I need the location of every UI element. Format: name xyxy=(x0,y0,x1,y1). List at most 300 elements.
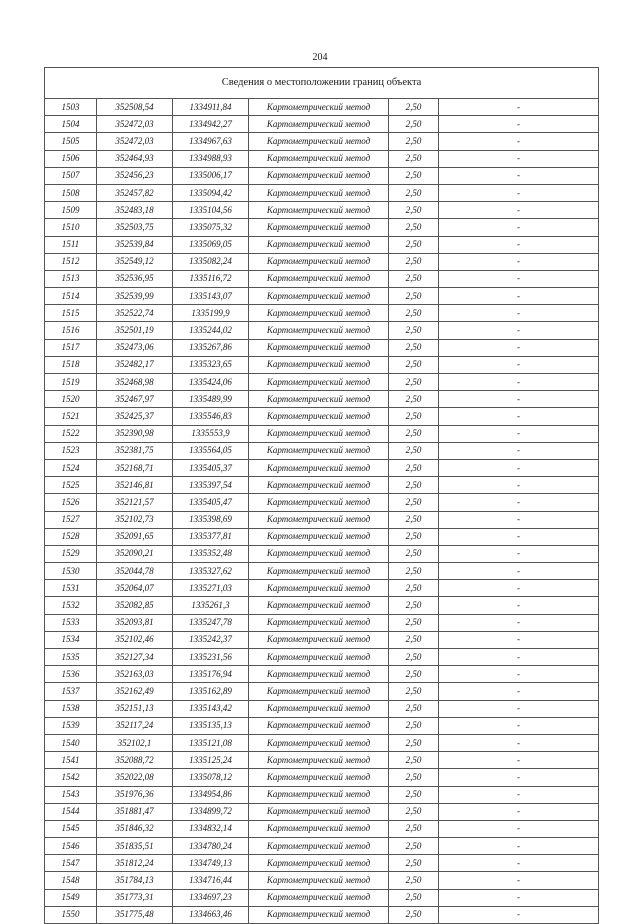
x-coordinate-cell: 352146,81 xyxy=(97,477,173,494)
method-cell: Картометрический метод xyxy=(249,494,389,511)
x-coordinate-cell: 351784,13 xyxy=(97,872,173,889)
precision-cell: 2,50 xyxy=(389,700,439,717)
point-number-cell: 1541 xyxy=(45,752,97,769)
extra-cell: - xyxy=(439,236,599,253)
method-cell: Картометрический метод xyxy=(249,786,389,803)
x-coordinate-cell: 352117,24 xyxy=(97,717,173,734)
y-coordinate-cell: 1335327,62 xyxy=(173,563,249,580)
x-coordinate-cell: 352457,82 xyxy=(97,184,173,201)
point-number-cell: 1527 xyxy=(45,511,97,528)
extra-cell: - xyxy=(439,838,599,855)
extra-cell: - xyxy=(439,408,599,425)
point-number-cell: 1525 xyxy=(45,477,97,494)
precision-cell: 2,50 xyxy=(389,563,439,580)
method-cell: Картометрический метод xyxy=(249,477,389,494)
extra-cell: - xyxy=(439,322,599,339)
y-coordinate-cell: 1335094,42 xyxy=(173,184,249,201)
y-coordinate-cell: 1335489,99 xyxy=(173,391,249,408)
x-coordinate-cell: 352381,75 xyxy=(97,442,173,459)
page-number: 204 xyxy=(312,52,328,63)
y-coordinate-cell: 1335564,05 xyxy=(173,442,249,459)
y-coordinate-cell: 1334942,27 xyxy=(173,116,249,133)
y-coordinate-cell: 1334780,24 xyxy=(173,838,249,855)
method-cell: Картометрический метод xyxy=(249,511,389,528)
point-number-cell: 1533 xyxy=(45,614,97,631)
y-coordinate-cell: 1335162,89 xyxy=(173,683,249,700)
precision-cell: 2,50 xyxy=(389,820,439,837)
y-coordinate-cell: 1334988,93 xyxy=(173,150,249,167)
method-cell: Картометрический метод xyxy=(249,734,389,751)
precision-cell: 2,50 xyxy=(389,786,439,803)
precision-cell: 2,50 xyxy=(389,356,439,373)
precision-cell: 2,50 xyxy=(389,752,439,769)
point-number-cell: 1521 xyxy=(45,408,97,425)
table-row xyxy=(45,356,599,373)
x-coordinate-cell: 352456,23 xyxy=(97,167,173,184)
method-cell: Картометрический метод xyxy=(249,356,389,373)
method-cell: Картометрический метод xyxy=(249,133,389,150)
method-cell: Картометрический метод xyxy=(249,752,389,769)
x-coordinate-cell: 352508,54 xyxy=(97,99,173,116)
method-cell: Картометрический метод xyxy=(249,872,389,889)
extra-cell: - xyxy=(439,270,599,287)
method-cell: Картометрический метод xyxy=(249,288,389,305)
point-number-cell: 1547 xyxy=(45,855,97,872)
extra-cell: - xyxy=(439,631,599,648)
x-coordinate-cell: 352501,19 xyxy=(97,322,173,339)
method-cell: Картометрический метод xyxy=(249,374,389,391)
method-cell: Картометрический метод xyxy=(249,614,389,631)
extra-cell: - xyxy=(439,219,599,236)
table-row xyxy=(45,116,599,133)
extra-cell: - xyxy=(439,425,599,442)
extra-cell: - xyxy=(439,184,599,201)
table-row xyxy=(45,305,599,322)
method-cell: Картометрический метод xyxy=(249,717,389,734)
precision-cell: 2,50 xyxy=(389,803,439,820)
x-coordinate-cell: 352472,03 xyxy=(97,116,173,133)
y-coordinate-cell: 1335116,72 xyxy=(173,270,249,287)
y-coordinate-cell: 1335267,86 xyxy=(173,339,249,356)
y-coordinate-cell: 1334911,84 xyxy=(173,99,249,116)
extra-cell: - xyxy=(439,906,599,923)
y-coordinate-cell: 1334749,13 xyxy=(173,855,249,872)
precision-cell: 2,50 xyxy=(389,425,439,442)
precision-cell: 2,50 xyxy=(389,906,439,923)
boundary-table-sheet xyxy=(44,67,598,924)
x-coordinate-cell: 352390,98 xyxy=(97,425,173,442)
table-row xyxy=(45,150,599,167)
table-row xyxy=(45,563,599,580)
x-coordinate-cell: 352163,03 xyxy=(97,666,173,683)
y-coordinate-cell: 1334697,23 xyxy=(173,889,249,906)
precision-cell: 2,50 xyxy=(389,683,439,700)
table-row xyxy=(45,528,599,545)
extra-cell: - xyxy=(439,99,599,116)
y-coordinate-cell: 1335546,83 xyxy=(173,408,249,425)
y-coordinate-cell: 1335397,54 xyxy=(173,477,249,494)
y-coordinate-cell: 1335242,37 xyxy=(173,631,249,648)
precision-cell: 2,50 xyxy=(389,305,439,322)
method-cell: Картометрический метод xyxy=(249,270,389,287)
extra-cell: - xyxy=(439,288,599,305)
point-number-cell: 1511 xyxy=(45,236,97,253)
point-number-cell: 1535 xyxy=(45,649,97,666)
extra-cell: - xyxy=(439,803,599,820)
point-number-cell: 1526 xyxy=(45,494,97,511)
extra-cell: - xyxy=(439,442,599,459)
y-coordinate-cell: 1335377,81 xyxy=(173,528,249,545)
table-row xyxy=(45,597,599,614)
method-cell: Картометрический метод xyxy=(249,820,389,837)
table-row xyxy=(45,477,599,494)
table-row xyxy=(45,99,599,116)
method-cell: Картометрический метод xyxy=(249,408,389,425)
extra-cell: - xyxy=(439,717,599,734)
point-number-cell: 1507 xyxy=(45,167,97,184)
point-number-cell: 1509 xyxy=(45,202,97,219)
extra-cell: - xyxy=(439,597,599,614)
y-coordinate-cell: 1334954,86 xyxy=(173,786,249,803)
extra-cell: - xyxy=(439,391,599,408)
method-cell: Картометрический метод xyxy=(249,219,389,236)
point-number-cell: 1519 xyxy=(45,374,97,391)
precision-cell: 2,50 xyxy=(389,889,439,906)
method-cell: Картометрический метод xyxy=(249,889,389,906)
precision-cell: 2,50 xyxy=(389,116,439,133)
y-coordinate-cell: 1335143,42 xyxy=(173,700,249,717)
y-coordinate-cell: 1335405,37 xyxy=(173,459,249,476)
point-number-cell: 1531 xyxy=(45,580,97,597)
x-coordinate-cell: 352539,84 xyxy=(97,236,173,253)
y-coordinate-cell: 1335176,94 xyxy=(173,666,249,683)
point-number-cell: 1510 xyxy=(45,219,97,236)
precision-cell: 2,50 xyxy=(389,734,439,751)
point-number-cell: 1513 xyxy=(45,270,97,287)
table-row xyxy=(45,322,599,339)
table-row xyxy=(45,803,599,820)
x-coordinate-cell: 352044,78 xyxy=(97,563,173,580)
x-coordinate-cell: 352093,81 xyxy=(97,614,173,631)
extra-cell: - xyxy=(439,133,599,150)
x-coordinate-cell: 352522,74 xyxy=(97,305,173,322)
extra-cell: - xyxy=(439,889,599,906)
y-coordinate-cell: 1335125,24 xyxy=(173,752,249,769)
method-cell: Картометрический метод xyxy=(249,838,389,855)
table-row xyxy=(45,838,599,855)
table-row xyxy=(45,236,599,253)
y-coordinate-cell: 1335398,69 xyxy=(173,511,249,528)
y-coordinate-cell: 1334899,72 xyxy=(173,803,249,820)
table-row xyxy=(45,752,599,769)
x-coordinate-cell: 352536,95 xyxy=(97,270,173,287)
extra-cell: - xyxy=(439,769,599,786)
y-coordinate-cell: 1335143,07 xyxy=(173,288,249,305)
table-row xyxy=(45,253,599,270)
extra-cell: - xyxy=(439,649,599,666)
extra-cell: - xyxy=(439,339,599,356)
x-coordinate-cell: 352088,72 xyxy=(97,752,173,769)
x-coordinate-cell: 352022,08 xyxy=(97,769,173,786)
precision-cell: 2,50 xyxy=(389,597,439,614)
y-coordinate-cell: 1335075,32 xyxy=(173,219,249,236)
table-row xyxy=(45,717,599,734)
precision-cell: 2,50 xyxy=(389,838,439,855)
table-row xyxy=(45,545,599,562)
point-number-cell: 1512 xyxy=(45,253,97,270)
precision-cell: 2,50 xyxy=(389,202,439,219)
y-coordinate-cell: 1335121,08 xyxy=(173,734,249,751)
precision-cell: 2,50 xyxy=(389,666,439,683)
table-row xyxy=(45,339,599,356)
x-coordinate-cell: 352468,98 xyxy=(97,374,173,391)
point-number-cell: 1537 xyxy=(45,683,97,700)
point-number-cell: 1515 xyxy=(45,305,97,322)
method-cell: Картометрический метод xyxy=(249,683,389,700)
y-coordinate-cell: 1334663,46 xyxy=(173,906,249,923)
method-cell: Картометрический метод xyxy=(249,700,389,717)
x-coordinate-cell: 351835,51 xyxy=(97,838,173,855)
method-cell: Картометрический метод xyxy=(249,666,389,683)
precision-cell: 2,50 xyxy=(389,769,439,786)
method-cell: Картометрический метод xyxy=(249,236,389,253)
x-coordinate-cell: 351812,24 xyxy=(97,855,173,872)
table-title: Сведения о местоположении границ объекта xyxy=(45,68,599,99)
y-coordinate-cell: 1335352,48 xyxy=(173,545,249,562)
precision-cell: 2,50 xyxy=(389,631,439,648)
x-coordinate-cell: 352483,18 xyxy=(97,202,173,219)
point-number-cell: 1549 xyxy=(45,889,97,906)
method-cell: Картометрический метод xyxy=(249,631,389,648)
extra-cell: - xyxy=(439,167,599,184)
table-row xyxy=(45,769,599,786)
x-coordinate-cell: 352425,37 xyxy=(97,408,173,425)
precision-cell: 2,50 xyxy=(389,580,439,597)
extra-cell: - xyxy=(439,614,599,631)
precision-cell: 2,50 xyxy=(389,253,439,270)
y-coordinate-cell: 1335135,13 xyxy=(173,717,249,734)
point-number-cell: 1534 xyxy=(45,631,97,648)
method-cell: Картометрический метод xyxy=(249,459,389,476)
table-row xyxy=(45,906,599,923)
extra-cell: - xyxy=(439,580,599,597)
x-coordinate-cell: 352549,12 xyxy=(97,253,173,270)
table-row xyxy=(45,700,599,717)
precision-cell: 2,50 xyxy=(389,133,439,150)
table-row xyxy=(45,734,599,751)
point-number-cell: 1516 xyxy=(45,322,97,339)
table-row xyxy=(45,683,599,700)
table-row xyxy=(45,391,599,408)
point-number-cell: 1543 xyxy=(45,786,97,803)
method-cell: Картометрический метод xyxy=(249,649,389,666)
table-row xyxy=(45,666,599,683)
precision-cell: 2,50 xyxy=(389,528,439,545)
method-cell: Картометрический метод xyxy=(249,906,389,923)
extra-cell: - xyxy=(439,202,599,219)
extra-cell: - xyxy=(439,356,599,373)
extra-cell: - xyxy=(439,116,599,133)
extra-cell: - xyxy=(439,477,599,494)
x-coordinate-cell: 351846,32 xyxy=(97,820,173,837)
y-coordinate-cell: 1335271,03 xyxy=(173,580,249,597)
x-coordinate-cell: 352064,07 xyxy=(97,580,173,597)
boundary-table xyxy=(44,67,599,924)
precision-cell: 2,50 xyxy=(389,150,439,167)
x-coordinate-cell: 352091,65 xyxy=(97,528,173,545)
precision-cell: 2,50 xyxy=(389,442,439,459)
x-coordinate-cell: 352102,73 xyxy=(97,511,173,528)
point-number-cell: 1520 xyxy=(45,391,97,408)
table-row xyxy=(45,889,599,906)
method-cell: Картометрический метод xyxy=(249,305,389,322)
table-row xyxy=(45,184,599,201)
extra-cell: - xyxy=(439,511,599,528)
x-coordinate-cell: 351881,47 xyxy=(97,803,173,820)
y-coordinate-cell: 1335261,3 xyxy=(173,597,249,614)
precision-cell: 2,50 xyxy=(389,614,439,631)
table-row xyxy=(45,494,599,511)
x-coordinate-cell: 352102,46 xyxy=(97,631,173,648)
x-coordinate-cell: 352482,17 xyxy=(97,356,173,373)
precision-cell: 2,50 xyxy=(389,872,439,889)
method-cell: Картометрический метод xyxy=(249,339,389,356)
table-row xyxy=(45,408,599,425)
point-number-cell: 1517 xyxy=(45,339,97,356)
method-cell: Картометрический метод xyxy=(249,322,389,339)
table-row xyxy=(45,459,599,476)
y-coordinate-cell: 1335231,56 xyxy=(173,649,249,666)
extra-cell: - xyxy=(439,820,599,837)
method-cell: Картометрический метод xyxy=(249,99,389,116)
boundary-table-body xyxy=(45,68,599,924)
x-coordinate-cell: 352467,97 xyxy=(97,391,173,408)
x-coordinate-cell: 352539,99 xyxy=(97,288,173,305)
precision-cell: 2,50 xyxy=(389,184,439,201)
method-cell: Картометрический метод xyxy=(249,167,389,184)
table-row xyxy=(45,167,599,184)
table-row xyxy=(45,820,599,837)
extra-cell: - xyxy=(439,528,599,545)
extra-cell: - xyxy=(439,872,599,889)
method-cell: Картометрический метод xyxy=(249,391,389,408)
extra-cell: - xyxy=(439,563,599,580)
y-coordinate-cell: 1335247,78 xyxy=(173,614,249,631)
precision-cell: 2,50 xyxy=(389,717,439,734)
precision-cell: 2,50 xyxy=(389,374,439,391)
extra-cell: - xyxy=(439,786,599,803)
method-cell: Картометрический метод xyxy=(249,528,389,545)
table-row xyxy=(45,202,599,219)
x-coordinate-cell: 352121,57 xyxy=(97,494,173,511)
table-row xyxy=(45,614,599,631)
method-cell: Картометрический метод xyxy=(249,769,389,786)
table-row xyxy=(45,270,599,287)
y-coordinate-cell: 1335104,56 xyxy=(173,202,249,219)
extra-cell: - xyxy=(439,683,599,700)
table-row xyxy=(45,649,599,666)
point-number-cell: 1550 xyxy=(45,906,97,923)
precision-cell: 2,50 xyxy=(389,167,439,184)
precision-cell: 2,50 xyxy=(389,219,439,236)
precision-cell: 2,50 xyxy=(389,288,439,305)
method-cell: Картометрический метод xyxy=(249,442,389,459)
point-number-cell: 1504 xyxy=(45,116,97,133)
method-cell: Картометрический метод xyxy=(249,150,389,167)
point-number-cell: 1532 xyxy=(45,597,97,614)
extra-cell: - xyxy=(439,305,599,322)
y-coordinate-cell: 1335006,17 xyxy=(173,167,249,184)
table-row xyxy=(45,425,599,442)
method-cell: Картометрический метод xyxy=(249,184,389,201)
extra-cell: - xyxy=(439,752,599,769)
point-number-cell: 1506 xyxy=(45,150,97,167)
point-number-cell: 1514 xyxy=(45,288,97,305)
extra-cell: - xyxy=(439,545,599,562)
extra-cell: - xyxy=(439,253,599,270)
table-row xyxy=(45,219,599,236)
point-number-cell: 1503 xyxy=(45,99,97,116)
y-coordinate-cell: 1335553,9 xyxy=(173,425,249,442)
table-row xyxy=(45,511,599,528)
y-coordinate-cell: 1335199,9 xyxy=(173,305,249,322)
y-coordinate-cell: 1334967,63 xyxy=(173,133,249,150)
extra-cell: - xyxy=(439,459,599,476)
table-row xyxy=(45,855,599,872)
method-cell: Картометрический метод xyxy=(249,803,389,820)
precision-cell: 2,50 xyxy=(389,236,439,253)
x-coordinate-cell: 352168,71 xyxy=(97,459,173,476)
method-cell: Картометрический метод xyxy=(249,253,389,270)
table-row xyxy=(45,580,599,597)
precision-cell: 2,50 xyxy=(389,339,439,356)
x-coordinate-cell: 352503,75 xyxy=(97,219,173,236)
precision-cell: 2,50 xyxy=(389,477,439,494)
point-number-cell: 1536 xyxy=(45,666,97,683)
table-row xyxy=(45,374,599,391)
y-coordinate-cell: 1335424,06 xyxy=(173,374,249,391)
extra-cell: - xyxy=(439,734,599,751)
x-coordinate-cell: 352127,34 xyxy=(97,649,173,666)
point-number-cell: 1545 xyxy=(45,820,97,837)
x-coordinate-cell: 351775,48 xyxy=(97,906,173,923)
point-number-cell: 1548 xyxy=(45,872,97,889)
precision-cell: 2,50 xyxy=(389,545,439,562)
point-number-cell: 1540 xyxy=(45,734,97,751)
point-number-cell: 1522 xyxy=(45,425,97,442)
x-coordinate-cell: 352082,85 xyxy=(97,597,173,614)
point-number-cell: 1508 xyxy=(45,184,97,201)
y-coordinate-cell: 1335069,05 xyxy=(173,236,249,253)
y-coordinate-cell: 1335078,12 xyxy=(173,769,249,786)
precision-cell: 2,50 xyxy=(389,391,439,408)
method-cell: Картометрический метод xyxy=(249,425,389,442)
precision-cell: 2,50 xyxy=(389,322,439,339)
extra-cell: - xyxy=(439,374,599,391)
y-coordinate-cell: 1335405,47 xyxy=(173,494,249,511)
table-title-row xyxy=(45,68,599,99)
table-row xyxy=(45,872,599,889)
x-coordinate-cell: 352472,03 xyxy=(97,133,173,150)
y-coordinate-cell: 1335082,24 xyxy=(173,253,249,270)
point-number-cell: 1524 xyxy=(45,459,97,476)
extra-cell: - xyxy=(439,700,599,717)
point-number-cell: 1529 xyxy=(45,545,97,562)
x-coordinate-cell: 352102,1 xyxy=(97,734,173,751)
method-cell: Картометрический метод xyxy=(249,202,389,219)
table-row xyxy=(45,288,599,305)
y-coordinate-cell: 1334832,14 xyxy=(173,820,249,837)
